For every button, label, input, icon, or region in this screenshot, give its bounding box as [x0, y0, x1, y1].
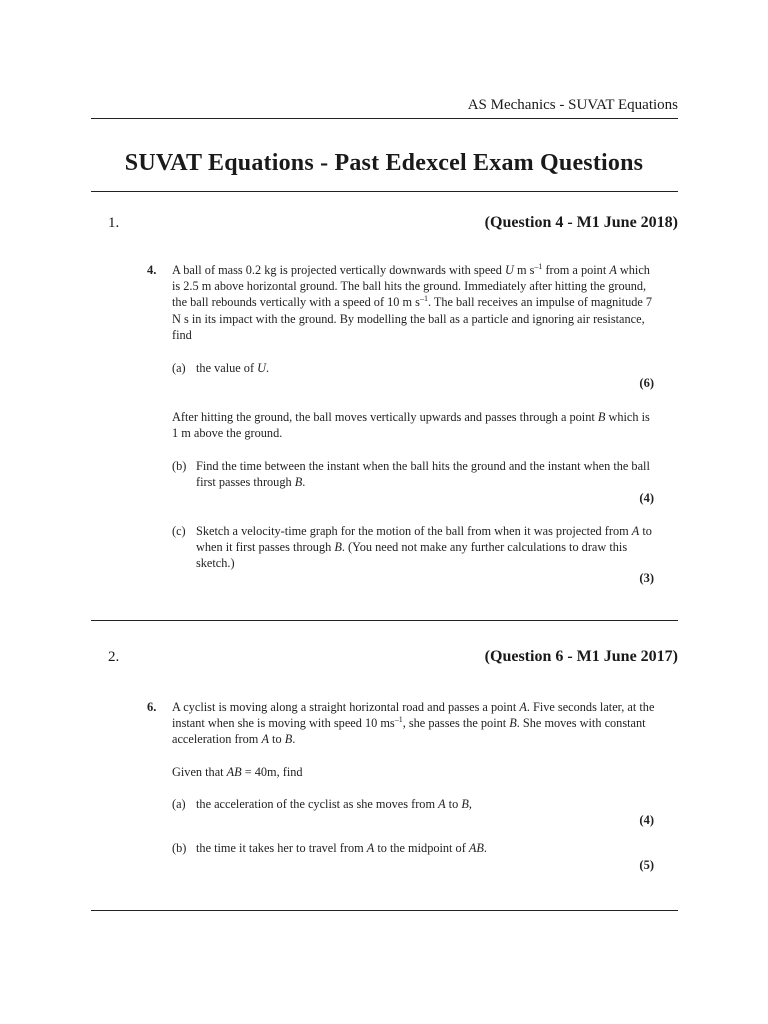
question-part [172, 796, 658, 812]
part-label: (a) [172, 797, 186, 811]
header-rule [91, 118, 678, 119]
page-title: SUVAT Equations - Past Edexcel Exam Questions [124, 150, 644, 176]
marks: (4) [639, 813, 654, 827]
part-text: the value of U. [196, 361, 270, 375]
part-label: (b) [172, 459, 187, 473]
part-label: (b) [172, 841, 187, 855]
part-text: the time it takes her to travel from A to the midpoint of AB. [196, 841, 487, 855]
marks: (4) [639, 491, 654, 505]
marks: (3) [639, 571, 654, 585]
question-separator [91, 910, 678, 911]
part-label: (a) [172, 361, 186, 375]
question-interlude: After hitting the ground, the ball moves vertically upwards and passes through a point B which is 1 m above the ground. [172, 410, 650, 441]
part-text: the acceleration of the cyclist as she moves from A to B, [196, 797, 472, 811]
question-intro: A ball of mass 0.2 kg is projected vertically downwards with speed U m $s^{-1}$ from a point A which is 2.5 m above horizontal ground. The ball hits the ground. Immediately after hitting the ground, the ball rebounds vertically with a speed of 10 m $s^{-1}$. The ball receives an impulse of magnitude 7 N s in its impact with the ground. By modelling the ball as a particle and ignoring air resistance, find [172, 261, 653, 342]
question-part [172, 360, 658, 376]
marks: (6) [639, 376, 654, 390]
paper-question-number: 6. [147, 700, 157, 714]
question-part [172, 840, 658, 856]
document-subject: AS Mechanics - SUVAT Equations [467, 97, 678, 113]
marks: (5) [639, 858, 654, 872]
title-rule [91, 191, 678, 192]
question-part [172, 523, 658, 572]
question-separator [91, 620, 678, 621]
question-number: 2. [108, 649, 120, 665]
question-part [172, 458, 658, 490]
part-text: Find the time between the instant when the ball hits the ground and the instant when the ball first passes through B. [196, 459, 650, 490]
question-intro: A cyclist is moving along a straight horizontal road and passes a point A. Five seconds later, at the instant when she is moving with speed 10 $ms^{-1}$, she passes the point B. She moves with constant acceleration from A to B. [172, 700, 655, 747]
question-source: (Question 4 - M1 June 2018) [484, 214, 678, 231]
part-label: (c) [172, 524, 186, 538]
question-source: (Question 6 - M1 June 2017) [484, 648, 678, 665]
question-given: Given that AB = 40m, find [172, 765, 303, 779]
question-number: 1. [108, 215, 120, 231]
part-text: Sketch a velocity-time graph for the motion of the ball from when it was projected from A to when it first passes through B. (You need not make any further calculations to draw this sketch.) [196, 524, 652, 571]
paper-question-number: 4. [147, 263, 157, 277]
